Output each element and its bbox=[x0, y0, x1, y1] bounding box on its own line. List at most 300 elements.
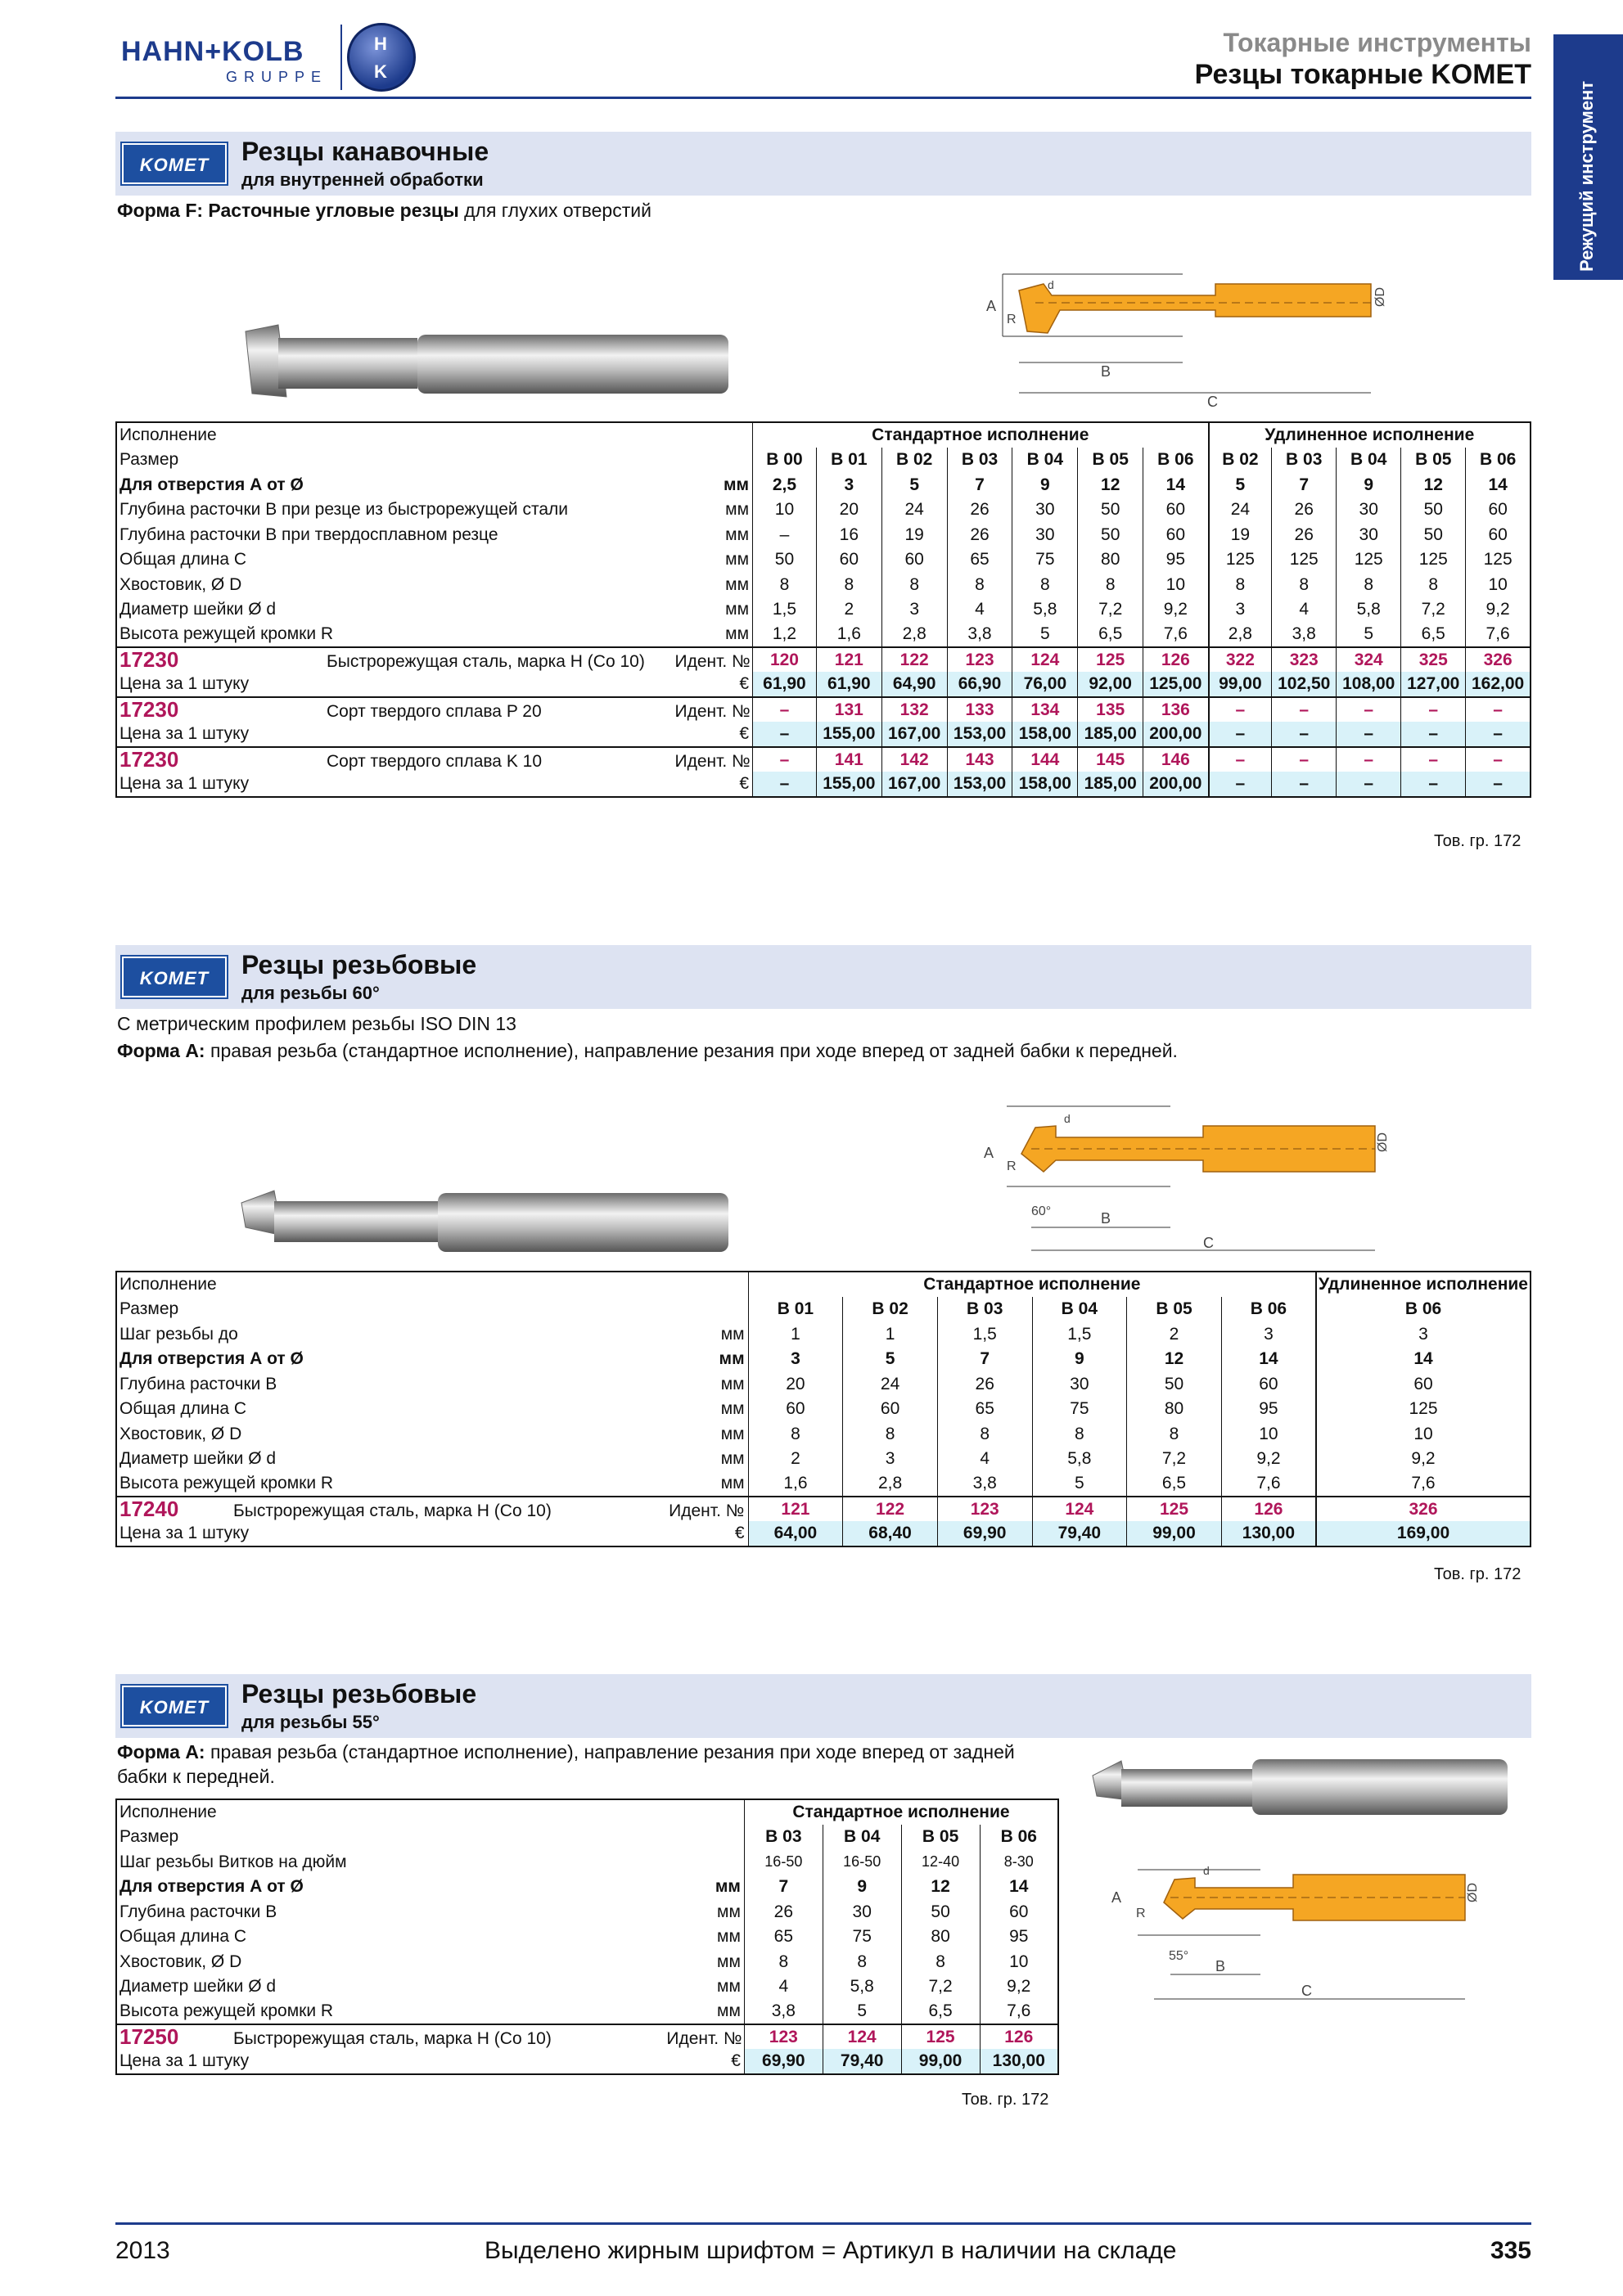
row-unit: мм bbox=[725, 624, 750, 644]
price-cell: 169,00 bbox=[1316, 1521, 1531, 1546]
ident-cell: 325 bbox=[1401, 647, 1466, 673]
spec-row bbox=[116, 622, 1531, 647]
value-cell: 7 bbox=[1272, 472, 1337, 497]
size-row bbox=[116, 1297, 1531, 1322]
price-row bbox=[116, 2049, 1058, 2074]
ident-cell: – bbox=[1401, 747, 1466, 772]
value-cell: 50 bbox=[1401, 497, 1466, 523]
svg-text:d: d bbox=[1048, 278, 1054, 291]
value-cell: 2 bbox=[748, 1447, 843, 1472]
value-cell: 8-30 bbox=[980, 1849, 1058, 1875]
value-cell: 5 bbox=[1032, 1471, 1127, 1497]
value-cell: 9 bbox=[1337, 472, 1401, 497]
spec-row bbox=[116, 547, 1531, 573]
value-cell: 8 bbox=[823, 1949, 901, 1974]
size-cell: B 05 bbox=[901, 1825, 980, 1850]
ident-row bbox=[116, 747, 1531, 772]
value-cell: 3,8 bbox=[744, 1999, 823, 2024]
spec-row bbox=[116, 472, 1531, 497]
value-cell: 75 bbox=[1032, 1397, 1127, 1422]
svg-text:R: R bbox=[1136, 1907, 1146, 1920]
value-cell: 30 bbox=[1032, 1371, 1127, 1397]
size-cell: B 00 bbox=[753, 448, 817, 473]
ident-cell: – bbox=[753, 747, 817, 772]
currency: € bbox=[739, 724, 750, 744]
value-cell: 75 bbox=[1012, 547, 1078, 573]
size-cell: B 03 bbox=[1272, 448, 1337, 473]
price-cell: 64,00 bbox=[748, 1521, 843, 1546]
price-row bbox=[116, 722, 1531, 747]
ident-cell: 125 bbox=[901, 2024, 980, 2050]
article-number: 17250 bbox=[119, 2024, 179, 2050]
value-cell: 2 bbox=[1127, 1321, 1222, 1347]
article-number: 17230 bbox=[119, 747, 179, 772]
ident-cell: 126 bbox=[980, 2024, 1058, 2050]
spec-row bbox=[116, 597, 1531, 623]
ident-cell: 133 bbox=[947, 697, 1012, 723]
size-cell: B 01 bbox=[748, 1297, 843, 1322]
value-cell: 19 bbox=[881, 522, 947, 547]
value-cell: 50 bbox=[1401, 522, 1466, 547]
row-label: Общая длина C bbox=[119, 550, 247, 569]
value-cell: 2,8 bbox=[843, 1471, 938, 1497]
value-cell: 8 bbox=[1127, 1421, 1222, 1447]
komet-logo: KOMET bbox=[122, 957, 227, 997]
svg-text:R: R bbox=[1007, 313, 1017, 326]
value-cell: 75 bbox=[823, 1925, 901, 1950]
svg-text:A: A bbox=[986, 298, 997, 314]
spec-row bbox=[116, 1371, 1531, 1397]
svg-text:A: A bbox=[984, 1145, 994, 1161]
ident-cell: 122 bbox=[843, 1497, 938, 1522]
value-cell: 14 bbox=[1143, 472, 1209, 497]
spec-row bbox=[116, 1899, 1058, 1925]
value-cell: 95 bbox=[1221, 1397, 1316, 1422]
spec-row bbox=[116, 1347, 1531, 1372]
value-cell: 10 bbox=[1221, 1421, 1316, 1447]
value-cell: 12 bbox=[1078, 472, 1143, 497]
komet-logo: KOMET bbox=[122, 143, 227, 184]
row-label: Хвостовик, Ø D bbox=[119, 574, 242, 594]
price-cell: 167,00 bbox=[881, 722, 947, 747]
value-cell: 80 bbox=[1127, 1397, 1222, 1422]
value-cell: 60 bbox=[1221, 1371, 1316, 1397]
price-cell: 153,00 bbox=[947, 722, 1012, 747]
value-cell: 6,5 bbox=[1401, 622, 1466, 647]
ident-cell: – bbox=[1209, 747, 1272, 772]
value-cell: 24 bbox=[1209, 497, 1272, 523]
size-row bbox=[116, 1825, 1058, 1850]
price-cell: – bbox=[1209, 772, 1272, 797]
form-description: Форма F: Расточные угловые резцы для глухих отверстий bbox=[117, 200, 651, 221]
price-cell: 125,00 bbox=[1143, 672, 1209, 697]
ident-cell: – bbox=[1272, 747, 1337, 772]
value-cell: 5,8 bbox=[1012, 597, 1078, 623]
size-cell: B 06 bbox=[980, 1825, 1058, 1850]
threading-55-tool-drawing bbox=[1097, 1845, 1490, 2009]
price-cell: 185,00 bbox=[1078, 772, 1143, 797]
price-label: Цена за 1 штуку bbox=[119, 724, 250, 744]
price-cell: 200,00 bbox=[1143, 772, 1209, 797]
value-cell: 4 bbox=[937, 1447, 1032, 1472]
grooving-tool-photo bbox=[237, 315, 737, 409]
row-label: Глубина расточки В bbox=[119, 1374, 277, 1393]
size-cell: B 05 bbox=[1127, 1297, 1222, 1322]
size-cell: B 06 bbox=[1221, 1297, 1316, 1322]
price-cell: 99,00 bbox=[901, 2049, 980, 2074]
value-cell: 60 bbox=[881, 547, 947, 573]
ident-cell: 122 bbox=[881, 647, 947, 673]
value-cell: 30 bbox=[823, 1899, 901, 1925]
section-header-grooving bbox=[115, 132, 1531, 196]
ident-cell: 144 bbox=[1012, 747, 1078, 772]
ident-cell: 123 bbox=[937, 1497, 1032, 1522]
value-cell: 24 bbox=[843, 1371, 938, 1397]
row-label: Диаметр шейки Ø d bbox=[119, 1449, 277, 1469]
header-title: Резцы токарные KOMET bbox=[1194, 59, 1531, 90]
value-cell: 5 bbox=[1209, 472, 1272, 497]
value-cell: 50 bbox=[753, 547, 817, 573]
row-label: Исполнение bbox=[119, 425, 217, 445]
row-label: Размер bbox=[119, 1827, 179, 1847]
value-cell: 3 bbox=[1316, 1321, 1531, 1347]
grooving-spec-table bbox=[115, 421, 1531, 798]
price-cell: 92,00 bbox=[1078, 672, 1143, 697]
value-cell: 7,2 bbox=[901, 1974, 980, 2000]
price-cell: 127,00 bbox=[1401, 672, 1466, 697]
ident-cell: 124 bbox=[823, 2024, 901, 2050]
value-cell: 8 bbox=[1401, 572, 1466, 597]
currency: € bbox=[739, 774, 750, 794]
value-cell: 16-50 bbox=[744, 1849, 823, 1875]
price-cell: – bbox=[1337, 722, 1401, 747]
value-cell: 125 bbox=[1337, 547, 1401, 573]
spec-row bbox=[116, 1974, 1058, 2000]
ident-row bbox=[116, 2024, 1058, 2050]
group-row bbox=[116, 422, 1531, 448]
ident-cell: – bbox=[753, 697, 817, 723]
section-subtitle: для резьбы 60° bbox=[241, 983, 380, 1003]
footer-rule bbox=[115, 2222, 1531, 2225]
group-standard: Стандартное исполнение bbox=[753, 422, 1209, 448]
price-cell: – bbox=[753, 722, 817, 747]
price-cell: 66,90 bbox=[947, 672, 1012, 697]
price-cell: 200,00 bbox=[1143, 722, 1209, 747]
row-label: Хвостовик, Ø D bbox=[119, 1952, 242, 1971]
ident-cell: 141 bbox=[816, 747, 881, 772]
price-cell: 79,40 bbox=[1032, 1521, 1127, 1546]
price-row bbox=[116, 1521, 1531, 1546]
value-cell: 4 bbox=[947, 597, 1012, 623]
value-cell: 60 bbox=[1143, 497, 1209, 523]
value-cell: 7,6 bbox=[1466, 622, 1531, 647]
value-cell: 8 bbox=[1272, 572, 1337, 597]
value-cell: 8 bbox=[1337, 572, 1401, 597]
value-cell: 3 bbox=[881, 597, 947, 623]
value-cell: 8 bbox=[947, 572, 1012, 597]
size-cell: B 03 bbox=[937, 1297, 1032, 1322]
value-cell: 2,8 bbox=[1209, 622, 1272, 647]
spec-row bbox=[116, 1397, 1531, 1422]
page-number: 335 bbox=[1490, 2237, 1531, 2264]
spec-row bbox=[116, 1321, 1531, 1347]
size-cell: B 02 bbox=[843, 1297, 938, 1322]
row-unit: мм bbox=[720, 1474, 745, 1493]
section-subtitle: для внутренней обработки bbox=[241, 169, 484, 190]
ident-cell: 125 bbox=[1078, 647, 1143, 673]
value-cell: 9,2 bbox=[980, 1974, 1058, 2000]
value-cell: 7,2 bbox=[1127, 1447, 1222, 1472]
value-cell: 5 bbox=[881, 472, 947, 497]
row-label: Общая длина C bbox=[119, 1399, 247, 1419]
value-cell: 26 bbox=[1272, 522, 1337, 547]
price-cell: 69,90 bbox=[744, 2049, 823, 2074]
price-cell: 185,00 bbox=[1078, 722, 1143, 747]
value-cell: 1,5 bbox=[1032, 1321, 1127, 1347]
value-cell: 60 bbox=[1143, 522, 1209, 547]
value-cell: 7,6 bbox=[1316, 1471, 1531, 1497]
ident-cell: 132 bbox=[881, 697, 947, 723]
price-cell: 158,00 bbox=[1012, 772, 1078, 797]
value-cell: 5 bbox=[1012, 622, 1078, 647]
size-cell: B 05 bbox=[1401, 448, 1466, 473]
value-cell: 9,2 bbox=[1316, 1447, 1531, 1472]
value-cell: 3 bbox=[1221, 1321, 1316, 1347]
article-number: 17240 bbox=[119, 1497, 179, 1522]
row-label: Высота режущей кромки R bbox=[119, 2001, 334, 2021]
ident-row bbox=[116, 647, 1531, 673]
value-cell: 8 bbox=[901, 1949, 980, 1974]
price-cell: 153,00 bbox=[947, 772, 1012, 797]
price-cell: 61,90 bbox=[816, 672, 881, 697]
value-cell: 8 bbox=[1209, 572, 1272, 597]
value-cell: 1 bbox=[843, 1321, 938, 1347]
product-group-label: Тов. гр. 172 bbox=[962, 2091, 1049, 2109]
ident-cell: 143 bbox=[947, 747, 1012, 772]
ident-cell: – bbox=[1401, 697, 1466, 723]
value-cell: 10 bbox=[1466, 572, 1531, 597]
row-unit: мм bbox=[723, 475, 750, 494]
article-cell bbox=[116, 647, 751, 673]
price-cell: 108,00 bbox=[1337, 672, 1401, 697]
row-label: Размер bbox=[119, 1299, 179, 1319]
ident-cell: 326 bbox=[1316, 1497, 1531, 1522]
value-cell: 60 bbox=[1466, 497, 1531, 523]
ident-cell: 135 bbox=[1078, 697, 1143, 723]
ident-cell: 120 bbox=[753, 647, 817, 673]
row-unit: мм bbox=[717, 1977, 741, 1997]
value-cell: 8 bbox=[937, 1421, 1032, 1447]
ident-cell: 123 bbox=[744, 2024, 823, 2050]
material-label: Сорт твердого сплава K 10 bbox=[327, 751, 543, 771]
price-cell: – bbox=[1337, 772, 1401, 797]
value-cell: 5 bbox=[823, 1999, 901, 2024]
row-label: Глубина расточки В bbox=[119, 1902, 277, 1921]
group-row bbox=[116, 1272, 1531, 1297]
svg-text:C: C bbox=[1203, 1235, 1214, 1251]
group-row bbox=[116, 1799, 1058, 1825]
value-cell: 125 bbox=[1401, 547, 1466, 573]
value-cell: 5,8 bbox=[823, 1974, 901, 2000]
value-cell: 125 bbox=[1316, 1397, 1531, 1422]
group-extended: Удлиненное исполнение bbox=[1316, 1272, 1531, 1297]
value-cell: 125 bbox=[1272, 547, 1337, 573]
price-cell: – bbox=[1209, 722, 1272, 747]
svg-text:B: B bbox=[1101, 363, 1111, 380]
value-cell: 20 bbox=[816, 497, 881, 523]
article-cell bbox=[116, 697, 751, 723]
price-cell: – bbox=[1466, 722, 1531, 747]
value-cell: 24 bbox=[881, 497, 947, 523]
threading-55-tool-photo bbox=[1089, 1751, 1514, 1825]
price-label: Цена за 1 штуку bbox=[119, 774, 250, 794]
svg-text:B: B bbox=[1215, 1958, 1226, 1974]
ident-cell: 326 bbox=[1466, 647, 1531, 673]
value-cell: 3,8 bbox=[947, 622, 1012, 647]
value-cell: 8 bbox=[843, 1421, 938, 1447]
row-unit: мм bbox=[725, 574, 750, 594]
value-cell: 5,8 bbox=[1032, 1447, 1127, 1472]
row-label: Диаметр шейки Ø d bbox=[119, 600, 277, 619]
value-cell: 10 bbox=[1316, 1421, 1531, 1447]
row-unit: мм bbox=[720, 1424, 745, 1443]
price-row bbox=[116, 772, 1531, 797]
ident-cell: 126 bbox=[1143, 647, 1209, 673]
value-cell: 8 bbox=[753, 572, 817, 597]
value-cell: 4 bbox=[744, 1974, 823, 2000]
logo-divider bbox=[340, 25, 342, 90]
price-cell: – bbox=[1466, 772, 1531, 797]
footer-year: 2013 bbox=[115, 2237, 170, 2264]
value-cell: 12 bbox=[1127, 1347, 1222, 1372]
material-label: Быстрорежущая сталь, марка H (Co 10) bbox=[327, 651, 645, 671]
value-cell: 80 bbox=[1078, 547, 1143, 573]
value-cell: 1,5 bbox=[753, 597, 817, 623]
value-cell: 1 bbox=[748, 1321, 843, 1347]
section-title: Резцы резьбовые bbox=[241, 1679, 477, 1708]
article-number: 17230 bbox=[119, 647, 179, 673]
price-cell: 130,00 bbox=[980, 2049, 1058, 2074]
price-cell: – bbox=[1272, 722, 1337, 747]
form-description: Форма A: правая резьба (стандартное исполнение), направление резания при ходе вперед от задней бабки к передней. bbox=[117, 1040, 1178, 1061]
currency: € bbox=[731, 2051, 741, 2071]
value-cell: 65 bbox=[744, 1925, 823, 1950]
side-tab bbox=[1553, 34, 1623, 280]
row-label: Для отверстия А от Ø bbox=[119, 1877, 304, 1897]
ident-cell: 323 bbox=[1272, 647, 1337, 673]
price-cell: 79,40 bbox=[823, 2049, 901, 2074]
price-cell: 155,00 bbox=[816, 772, 881, 797]
row-unit: мм bbox=[719, 1349, 745, 1369]
ident-cell: 121 bbox=[748, 1497, 843, 1522]
svg-text:d: d bbox=[1064, 1112, 1071, 1125]
size-cell: B 06 bbox=[1466, 448, 1531, 473]
size-cell: B 06 bbox=[1316, 1297, 1531, 1322]
price-cell: 69,90 bbox=[937, 1521, 1032, 1546]
value-cell: 5 bbox=[1337, 622, 1401, 647]
section-header-threading-60 bbox=[115, 945, 1531, 1009]
price-cell: 102,50 bbox=[1272, 672, 1337, 697]
ident-label: Идент. № bbox=[666, 2028, 742, 2048]
group-extended: Удлиненное исполнение bbox=[1209, 422, 1531, 448]
value-cell: 60 bbox=[843, 1397, 938, 1422]
threading-60-tool-photo bbox=[237, 1178, 737, 1264]
row-unit: мм bbox=[720, 1374, 745, 1393]
value-cell: 26 bbox=[947, 497, 1012, 523]
price-cell: – bbox=[1401, 722, 1466, 747]
price-cell: 158,00 bbox=[1012, 722, 1078, 747]
value-cell: 30 bbox=[1012, 497, 1078, 523]
value-cell: – bbox=[753, 522, 817, 547]
value-cell: 10 bbox=[980, 1949, 1058, 1974]
price-cell: 68,40 bbox=[843, 1521, 938, 1546]
ident-cell: 134 bbox=[1012, 697, 1078, 723]
profile-description: С метрическим профилем резьбы ISO DIN 13 bbox=[117, 1013, 516, 1034]
ident-cell: – bbox=[1466, 697, 1531, 723]
article-cell bbox=[116, 2024, 742, 2050]
value-cell: 9,2 bbox=[1221, 1447, 1316, 1472]
value-cell: 125 bbox=[1209, 547, 1272, 573]
value-cell: 7 bbox=[744, 1875, 823, 1900]
spec-row bbox=[116, 522, 1531, 547]
spec-row bbox=[116, 572, 1531, 597]
section-title: Резцы резьбовые bbox=[241, 950, 477, 979]
value-cell: 3,8 bbox=[1272, 622, 1337, 647]
article-cell bbox=[116, 747, 751, 772]
header-rule bbox=[115, 97, 1531, 99]
value-cell: 95 bbox=[980, 1925, 1058, 1950]
value-cell: 7 bbox=[947, 472, 1012, 497]
value-cell: 6,5 bbox=[901, 1999, 980, 2024]
ident-row bbox=[116, 1497, 1531, 1522]
side-tab-label: Режущий инструмент bbox=[1576, 80, 1597, 272]
hk-emblem-icon bbox=[347, 23, 416, 92]
row-label: Шаг резьбы до bbox=[119, 1324, 238, 1344]
ident-row bbox=[116, 697, 1531, 723]
value-cell: 2 bbox=[816, 597, 881, 623]
section-subtitle: для резьбы 55° bbox=[241, 1712, 380, 1732]
form-description: Форма A: правая резьба (стандартное исполнение), направление резания при ходе вперед от задней bbox=[117, 1741, 1015, 1763]
row-unit: мм bbox=[720, 1399, 745, 1419]
value-cell: 14 bbox=[1466, 472, 1531, 497]
ident-cell: 131 bbox=[816, 697, 881, 723]
value-cell: 26 bbox=[1272, 497, 1337, 523]
spec-row bbox=[116, 1875, 1058, 1900]
ident-cell: 146 bbox=[1143, 747, 1209, 772]
price-cell: 130,00 bbox=[1221, 1521, 1316, 1546]
row-unit: мм bbox=[725, 550, 750, 569]
section-title: Резцы канавочные bbox=[241, 137, 489, 166]
price-cell: 99,00 bbox=[1209, 672, 1272, 697]
svg-text:C: C bbox=[1207, 394, 1218, 409]
hahn-kolb-logo bbox=[121, 18, 416, 92]
row-unit: мм bbox=[725, 524, 750, 544]
threading-60-spec-table bbox=[115, 1271, 1531, 1547]
value-cell: 30 bbox=[1337, 522, 1401, 547]
value-cell: 8 bbox=[744, 1949, 823, 1974]
value-cell: 9 bbox=[1012, 472, 1078, 497]
size-cell: B 05 bbox=[1078, 448, 1143, 473]
value-cell: 9 bbox=[1032, 1347, 1127, 1372]
value-cell: 9,2 bbox=[1466, 597, 1531, 623]
value-cell: 26 bbox=[947, 522, 1012, 547]
value-cell: 60 bbox=[1466, 522, 1531, 547]
value-cell: 1,5 bbox=[937, 1321, 1032, 1347]
row-unit: мм bbox=[717, 1902, 741, 1921]
group-standard: Стандартное исполнение bbox=[744, 1799, 1058, 1825]
row-label: Хвостовик, Ø D bbox=[119, 1424, 242, 1443]
product-group-label: Тов. гр. 172 bbox=[1434, 832, 1522, 850]
